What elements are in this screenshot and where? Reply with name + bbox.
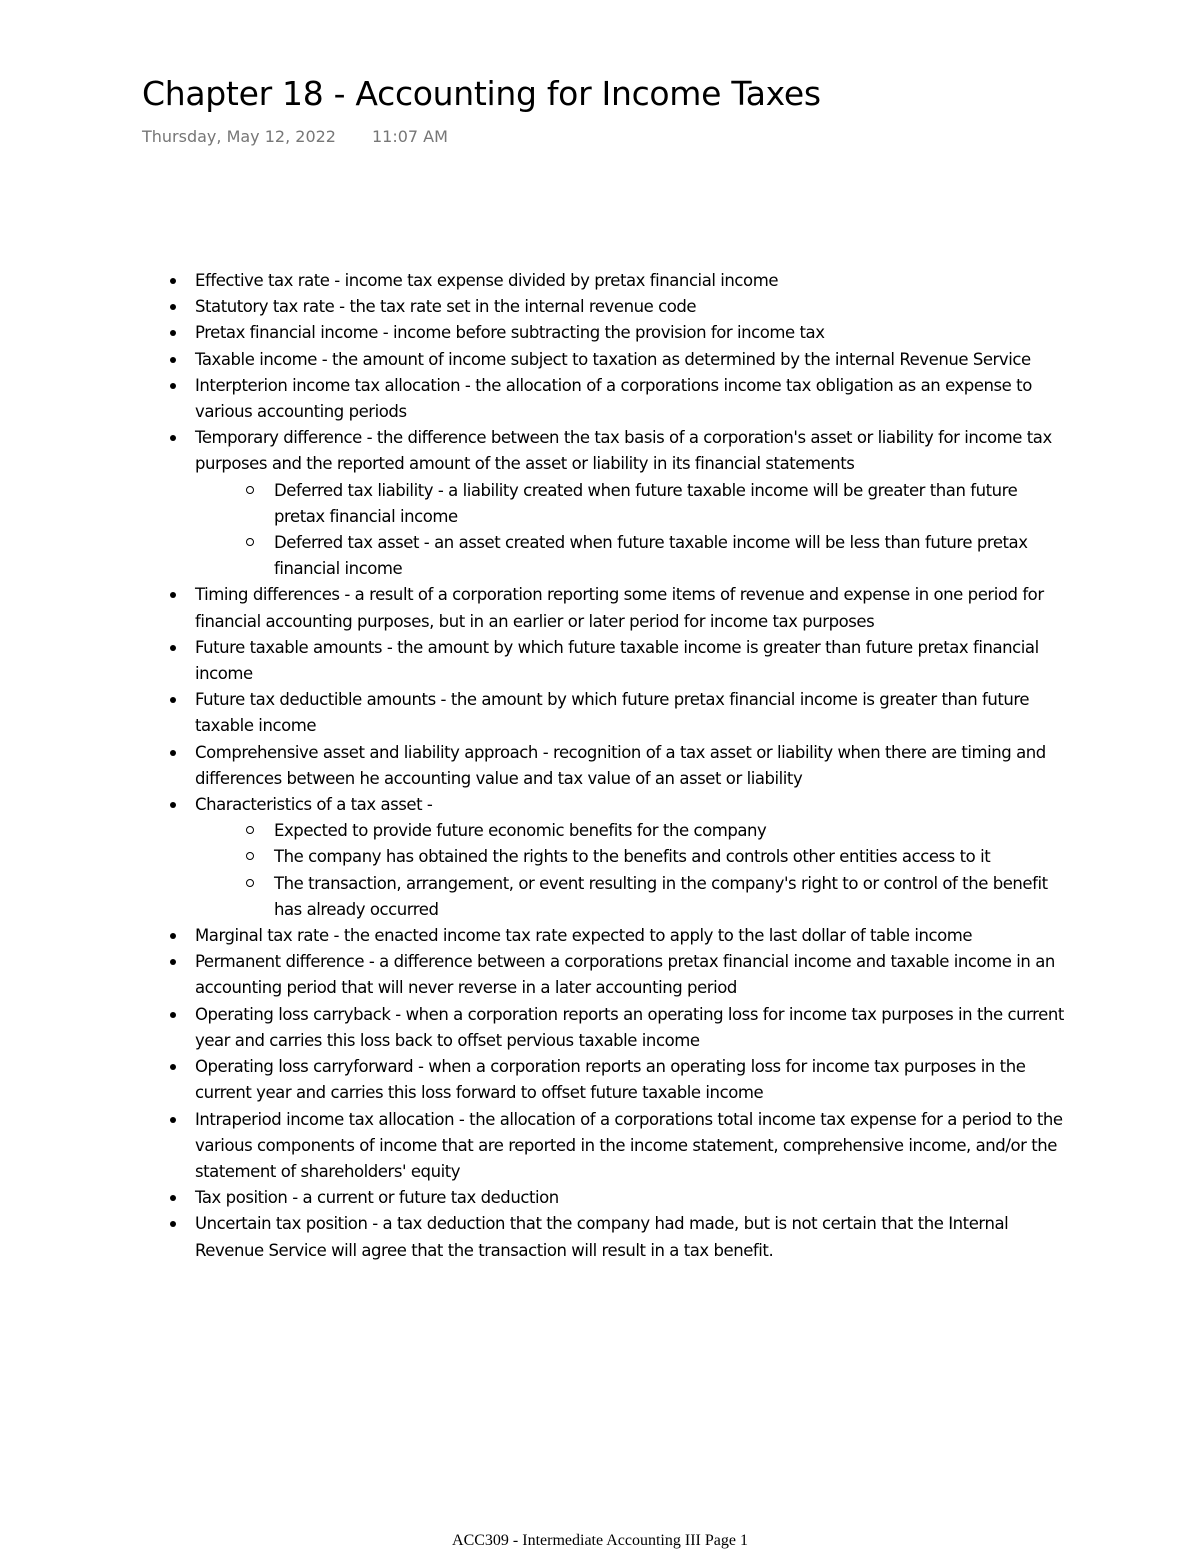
list-item — [168, 1107, 1068, 1186]
list-item — [168, 1002, 1068, 1054]
list-item-text: Future tax deductible amounts - the amount by which future pretax financial income is greater than future taxable income — [195, 690, 1030, 736]
list-item — [168, 1185, 1068, 1211]
sub-list-item: Deferred tax liability - a liability created when future taxable income will be greater than future pretax financial income — [247, 478, 1068, 530]
list-item-text: Statutory tax rate - the tax rate set in the internal revenue code — [195, 297, 697, 317]
list-item-text: Effective tax rate - income tax expense divided by pretax financial income — [195, 271, 779, 290]
notes-bullet-list — [168, 268, 1068, 1264]
list-item-text: Comprehensive asset and liability approach - recognition of a tax asset or liability when there are timing and differences between he accounting value and tax value of an asset or liability — [195, 742, 1046, 788]
list-item-text: Intraperiod income tax allocation - the allocation of a corporations total income tax expense for a period to the various components of income that are reported in the income statement, comprehensive income, and/or the statement of shareholders' equity — [195, 1109, 1063, 1181]
list-item-text: Uncertain tax position - a tax deduction that the company had made, but is not certain that the Internal Revenue Service will agree that the transaction will result in a tax benefit. — [195, 1214, 1009, 1260]
list-item-text: Interpterion income tax allocation - the allocation of a corporations income tax obligation as an expense to various accounting periods — [195, 375, 1032, 422]
sub-list-item: Expected to provide future economic benefits for the company — [247, 818, 1068, 844]
list-item — [168, 687, 1068, 739]
list-item-text: Operating loss carryforward - when a corporation reports an operating loss for income tax purposes in the current year and carries this loss forward to offset future taxable income — [195, 1057, 1026, 1103]
page-title: Chapter 18 - Accounting for Income Taxes — [142, 74, 821, 113]
list-item — [168, 320, 1068, 346]
sub-list-item: The transaction, arrangement, or event resulting in the company's right to or control of the benefit has already occurred — [247, 871, 1068, 923]
list-item — [168, 425, 1068, 582]
list-item — [168, 294, 1068, 320]
page-footer: ACC309 - Intermediate Accounting III Page 1 — [452, 1532, 748, 1549]
list-item-text: Future taxable amounts - the amount by which future taxable income is greater than future pretax financial income — [195, 637, 1039, 684]
list-item-text: Characteristics of a tax asset - — [195, 795, 433, 815]
sub-list-item: The company has obtained the rights to the benefits and controls other entities access to it — [247, 844, 1068, 870]
list-item-text: Timing differences - a result of a corporation reporting some items of revenue and expense in one period for financial accounting purposes, but in an earlier or later period for income tax purposes — [195, 585, 1044, 631]
list-item — [168, 635, 1068, 687]
list-item — [168, 373, 1068, 425]
note-date: Thursday, May 12, 2022 — [142, 127, 336, 146]
list-item-text: Marginal tax rate - the enacted income tax rate expected to apply to the last dollar of table income — [195, 926, 973, 946]
list-item — [168, 582, 1068, 634]
sub-bullet-list — [195, 478, 1068, 583]
sub-list-item: Deferred tax asset - an asset created when future taxable income will be less than future pretax financial income — [247, 530, 1068, 582]
list-item — [168, 923, 1068, 949]
list-item — [168, 347, 1068, 373]
list-item — [168, 1211, 1068, 1263]
list-item-text: Pretax financial income - income before subtracting the provision for income tax — [195, 323, 825, 343]
list-item — [168, 792, 1068, 923]
sub-bullet-list — [195, 818, 1068, 923]
list-item-text: Taxable income - the amount of income subject to taxation as determined by the internal Revenue Service — [195, 349, 1031, 369]
note-metadata — [142, 127, 448, 146]
list-item — [168, 268, 1068, 294]
list-item-text: Temporary difference - the difference between the tax basis of a corporation's asset or liability for income tax purposes and the reported amount of the asset or liability in its financial statements — [195, 428, 1052, 474]
list-item — [168, 1054, 1068, 1106]
list-item-text: Tax position - a current or future tax deduction — [195, 1188, 559, 1208]
list-item — [168, 949, 1068, 1001]
list-item-text: Operating loss carryback - when a corporation reports an operating loss for income tax purposes in the current year and carries this loss back to offset pervious taxable income — [195, 1004, 1064, 1050]
list-item-text: Permanent difference - a difference between a corporations pretax financial income and taxable income in an accounting period that will never reverse in a later accounting period — [195, 952, 1055, 998]
list-item — [168, 740, 1068, 792]
note-time: 11:07 AM — [371, 127, 448, 146]
